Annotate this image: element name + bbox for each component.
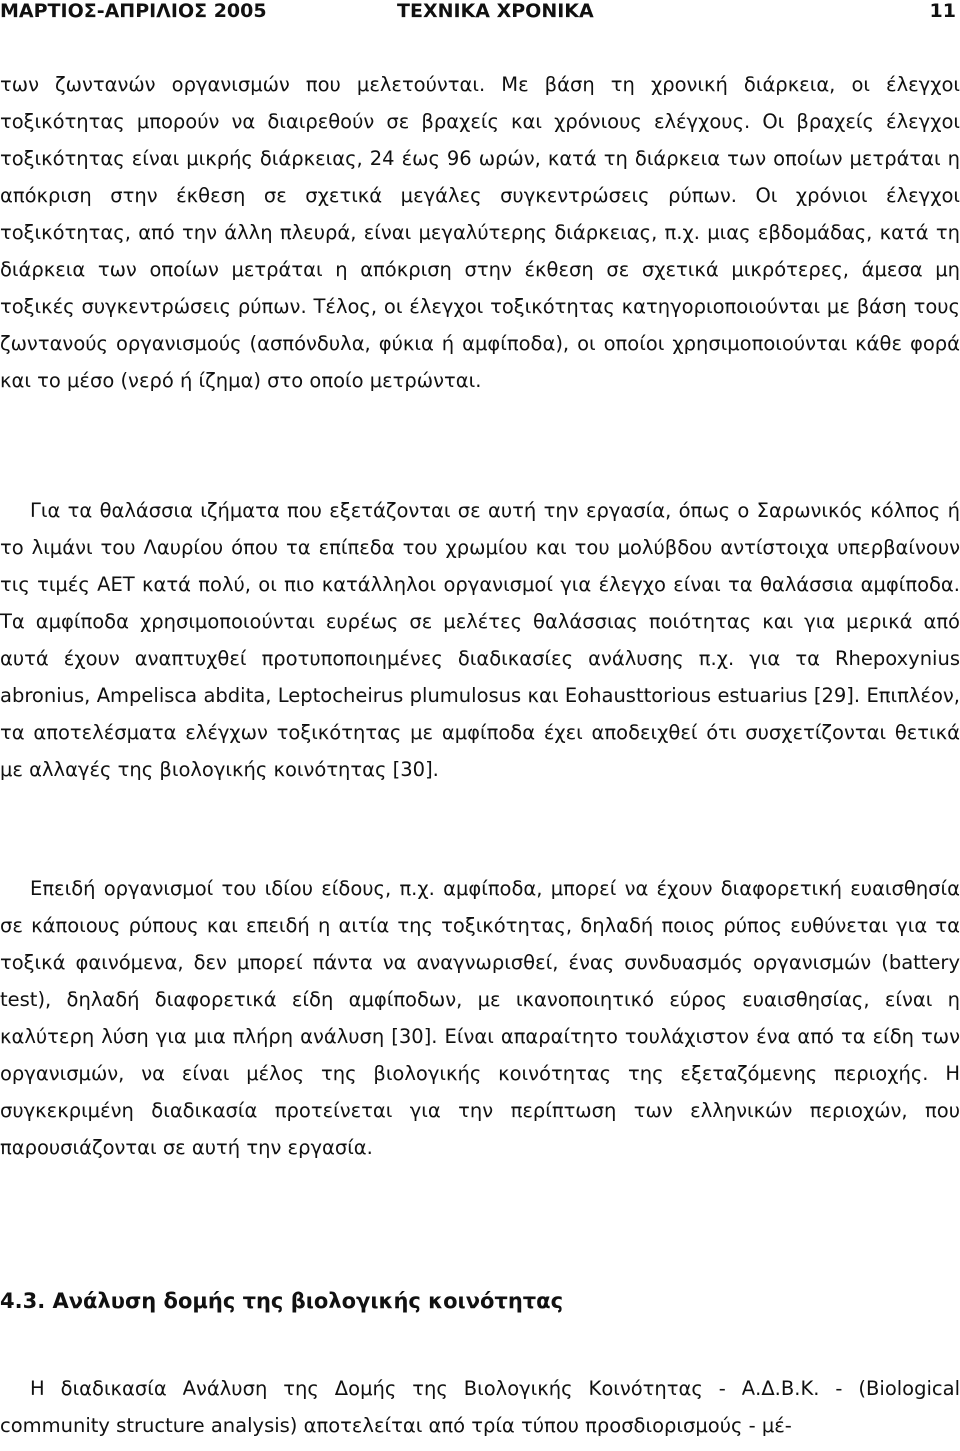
journal-issue-date: ΜΑΡΤΙΟΣ-ΑΠΡΙΛΙΟΣ 2005 [0,0,267,22]
journal-title: ΤΕΧΝΙΚΑ ΧΡΟΝΙΚΑ [397,0,594,22]
body-paragraph-toxicity-tests: των ζωντανών οργανισμών που μελετούνται. Με βάση τη χρονική διάρκεια, οι έλεγχοι τοξικότητας μπορούν να διαιρεθούν σε βραχείς και χρόνιους ελέγχους. Οι βραχείς έλεγχοι τοξικότητας είναι μικρής διάρκειας, 24 έως 96 ωρών, κατά τη διάρκεια των οποίων μετράται η απόκριση στην έκθεση σε σχετικά μεγάλες συγκεντρώσεις ρύπων. Οι χρόνιοι έλεγχοι τοξικότητας, από την άλλη πλευρά, είναι μεγαλύτερης διάρκειας, π.χ. μιας εβδομάδας, κατά τη διάρκεια των οποίων μετράται η απόκριση στην έκθεση σε σχετικά μικρότερες, άμεσα μη τοξικές συγκεντρώσεις ρύπων. Τέλος, οι έλεγχοι τοξικότητας κατηγοριοποιούνται με βάση τους ζωντανούς οργανισμούς (ασπόνδυλα, φύκια ή αμφίποδα), οι οποίοι χρησιμοποιούνται κάθε φορά και το μέσο (νερό ή ίζημα) στο οποίο μετρώνται. [0,73,960,392]
body-paragraph-marine-sediments: Για τα θαλάσσια ιζήματα που εξετάζονται σε αυτή την εργασία, όπως ο Σαρωνικός κόλπος ή το λιμάνι του Λαυρίου όπου τα επίπεδα του χρωμίου και του μολύβδου αντίστοιχα υπερβαίνουν τις τιμές ΑΕΤ κατά πολύ, οι πιο κατάλληλοι οργανισμοί για έλεγχο είναι τα θαλάσσια αμφίποδα. Τα αμφίποδα χρησιμοποιούνται ευρέως σε μελέτες θαλάσσιας ποιότητας και για μερικά από αυτά έχουν αναπτυχθεί προτυποποιημένες διαδικασίες ανάλυσης π.χ. για τα Rhepoxynius abronius, Ampelisca abdita, Leptocheirus plumulosus και Eohausttorious estuarius [29]. Επιπλέον, τα αποτελέσματα ελέγχων τοξικότητας με αμφίποδα έχει αποδειχθεί ότι συσχετίζονται θετικά με αλλαγές της βιολογικής κοινότητας [30]. [0,499,960,781]
body-paragraph-community-analysis: Η διαδικασία Ανάλυση της Δομής της Βιολογικής Κοινότητας - Α.Δ.Β.Κ. - (Biological community structure analysis) αποτελείται από τρία τύπου προσδιορισμούς - μέ- [0,1377,960,1437]
page-number: 11 [929,0,956,22]
section-heading: 4.3. Ανάλυση δομής της βιολογικής κοινότητας [0,1289,564,1313]
body-paragraph-battery-test: Επειδή οργανισμοί του ιδίου είδους, π.χ. αμφίποδα, μπορεί να έχουν διαφορετική ευαισθησία σε κάποιους ρύπους και επειδή η αιτία της τοξικότητας, δηλαδή ποιος ρύπος ευθύνεται για τα τοξικά φαινόμενα, δεν μπορεί πάντα να αναγνωρισθεί, ένας συνδυασμός οργανισμών (battery test), δηλαδή διαφορετικά είδη αμφίποδων, με ικανοποιητικό εύρος ευαισθησίας, είναι η καλύτερη λύση για μια πλήρη ανάλυση [30]. Είναι απαραίτητο τουλάχιστον ένα από τα είδη των οργανισμών, να είναι μέλος της βιολογικής κοινότητας της εξεταζόμενης περιοχής. Η συγκεκριμένη διαδικασία προτείνεται για την περίπτωση των ελληνικών περιοχών, που παρουσιάζονται σε αυτή την εργασία. [0,877,960,1159]
page-header [0,0,960,22]
